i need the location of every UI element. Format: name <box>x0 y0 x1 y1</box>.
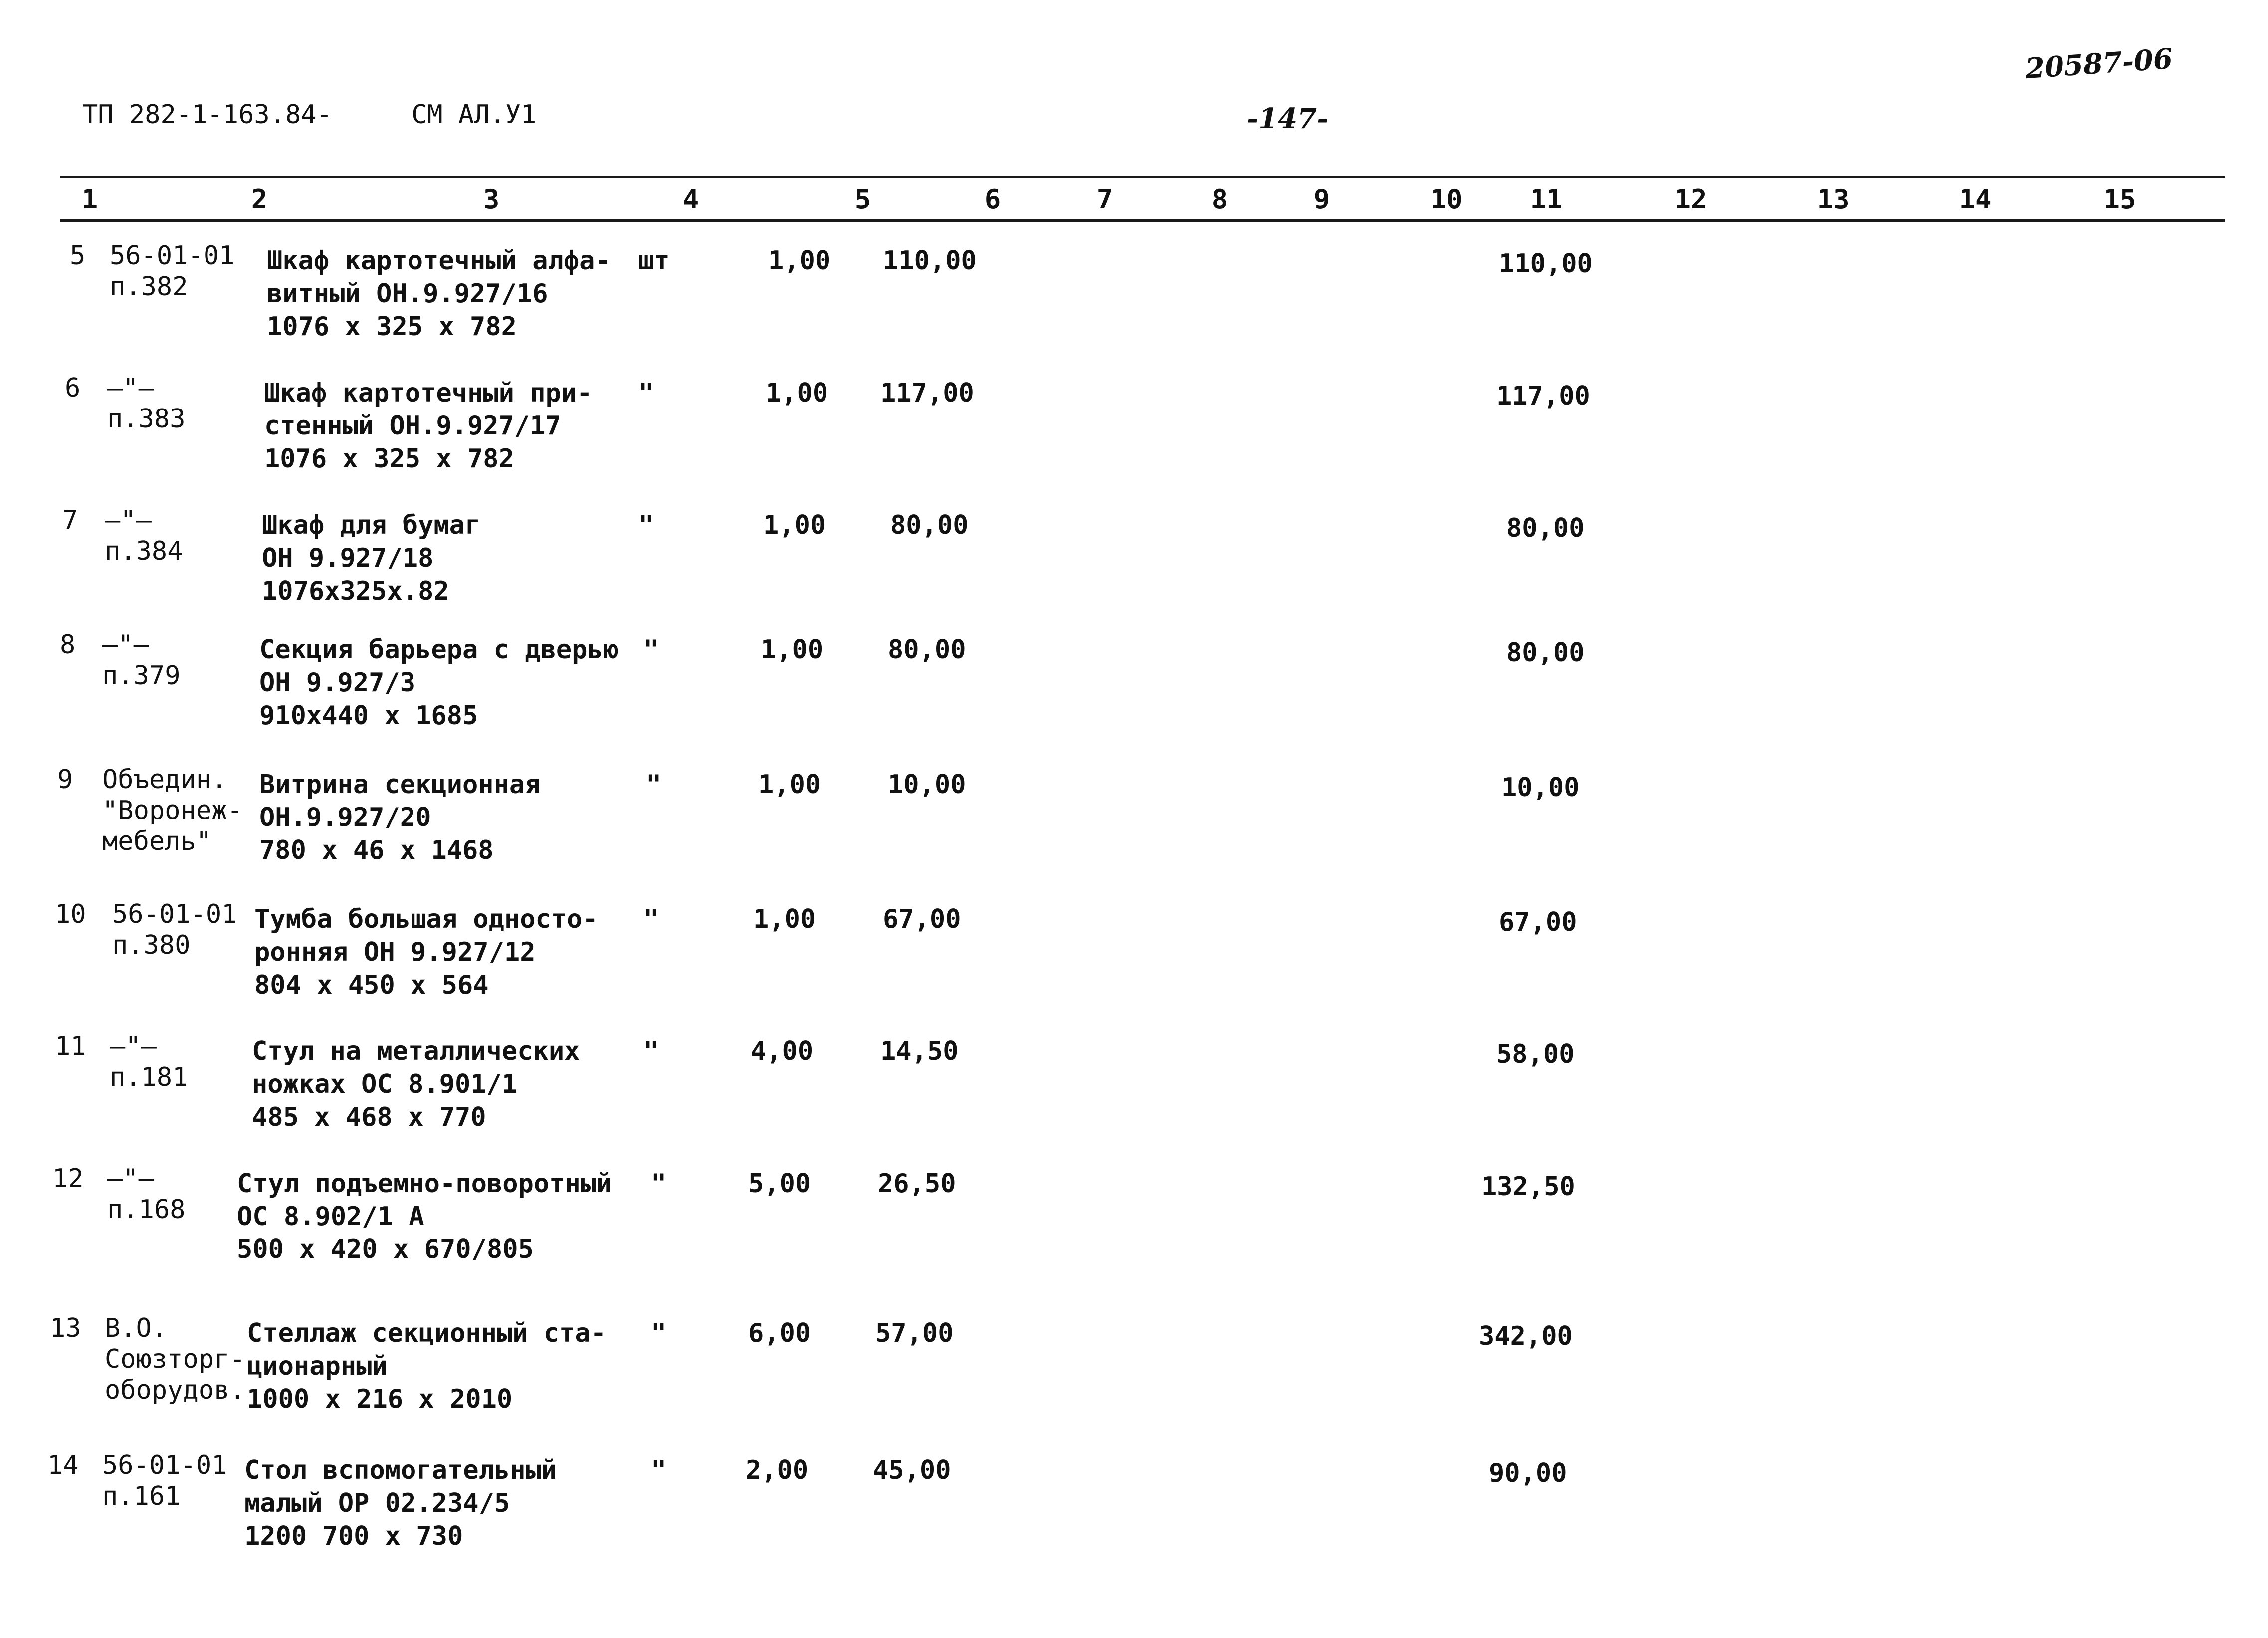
total-cell: 80,00 <box>1506 513 1585 543</box>
reference-line: оборудов. <box>105 1375 245 1405</box>
column-number-7: 7 <box>1096 184 1113 215</box>
description-line: 1076x325x.82 <box>262 576 449 606</box>
description-line: 1000 x 216 x 2010 <box>247 1384 513 1414</box>
reference-line: Объедин. <box>102 765 227 795</box>
table-row <box>0 763 2268 893</box>
description-line: 804 x 450 x 564 <box>254 970 489 1000</box>
row-number: 7 <box>62 505 78 535</box>
description-line: 1076 x 325 x 782 <box>264 444 514 474</box>
total-cell: 10,00 <box>1501 773 1580 803</box>
reference-line: 56-01-01 <box>112 899 237 929</box>
column-number-14: 14 <box>1959 184 1992 215</box>
column-number-3: 3 <box>483 184 500 215</box>
description-line: стенный ОН.9.927/17 <box>264 411 561 441</box>
unit-price-cell: 80,00 <box>890 510 969 540</box>
table-row <box>0 1312 2268 1441</box>
quantity-cell: 4,00 <box>751 1036 814 1066</box>
unit-price-cell: 10,00 <box>888 770 966 800</box>
table-row <box>0 898 2268 1027</box>
unit-price-cell: 45,00 <box>873 1455 951 1485</box>
unit-cell: " <box>638 510 654 540</box>
unit-cell: " <box>643 635 659 665</box>
reference-line: —"— <box>102 630 149 660</box>
archive-stamp: 20587-06 <box>2024 42 2174 86</box>
unit-price-cell: 80,00 <box>888 635 966 665</box>
table-row <box>0 1030 2268 1160</box>
unit-cell: " <box>643 904 659 934</box>
description-line: 1200 700 x 730 <box>244 1521 463 1551</box>
description-line: Стул на металлических <box>252 1036 580 1066</box>
unit-price-cell: 14,50 <box>880 1036 959 1066</box>
column-number-2: 2 <box>251 184 268 215</box>
unit-cell: " <box>646 770 662 800</box>
column-number-12: 12 <box>1674 184 1707 215</box>
description-line: Стол вспомогательный <box>244 1455 557 1485</box>
reference-line: 56-01-01 <box>102 1450 227 1480</box>
quantity-cell: 1,00 <box>763 510 826 540</box>
table-row <box>0 628 2268 758</box>
reference-line: —"— <box>110 1031 157 1061</box>
column-number-11: 11 <box>1530 184 1563 215</box>
reference-line: 56-01-01 <box>110 241 235 271</box>
description-line: ОН.9.927/20 <box>259 803 431 832</box>
reference-line: мебель" <box>102 826 212 856</box>
reference-line: п.380 <box>112 930 191 960</box>
column-number-6: 6 <box>984 184 1001 215</box>
unit-price-cell: 57,00 <box>875 1318 954 1348</box>
reference-line: п.384 <box>105 536 183 566</box>
reference-line: "Воронеж- <box>102 796 243 825</box>
row-number: 6 <box>65 373 81 403</box>
row-number: 12 <box>52 1164 84 1194</box>
unit-price-cell: 26,50 <box>878 1169 956 1199</box>
row-number: 14 <box>47 1450 79 1480</box>
unit-cell: " <box>651 1169 667 1199</box>
description-line: Стеллаж секционный ста- <box>247 1318 607 1348</box>
quantity-cell: 1,00 <box>753 904 816 934</box>
reference-line: В.О. <box>105 1313 168 1343</box>
unit-price-cell: 67,00 <box>883 904 961 934</box>
total-cell: 67,00 <box>1499 907 1577 937</box>
total-cell: 58,00 <box>1496 1039 1575 1069</box>
description-line: 1076 x 325 x 782 <box>267 312 517 342</box>
total-cell: 132,50 <box>1481 1172 1575 1202</box>
table-row <box>0 372 2268 501</box>
column-number-9: 9 <box>1313 184 1330 215</box>
reference-line: п.382 <box>110 272 188 302</box>
description-line: Шкаф картотечный алфа- <box>267 246 611 276</box>
description-line: Шкаф картотечный при- <box>264 378 593 408</box>
description-line: ционарный <box>247 1351 388 1381</box>
reference-line: п.168 <box>107 1195 186 1225</box>
sheet-mark: СМ АЛ.У1 <box>412 100 537 130</box>
total-cell: 117,00 <box>1496 381 1590 411</box>
reference-line: п.379 <box>102 661 181 691</box>
description-line: Секция барьера с дверью <box>259 635 619 665</box>
description-line: Тумба большая односто- <box>254 904 598 934</box>
unit-cell: " <box>651 1318 667 1348</box>
reference-line: Союзторг- <box>105 1344 245 1374</box>
quantity-cell: 2,00 <box>746 1455 809 1485</box>
description-line: ОН 9.927/18 <box>262 543 434 573</box>
table-row <box>0 1449 2268 1579</box>
column-number-15: 15 <box>2103 184 2136 215</box>
description-line: ронняя ОН 9.927/12 <box>254 937 536 967</box>
row-number: 10 <box>55 899 86 929</box>
description-line: ОН 9.927/3 <box>259 668 416 698</box>
quantity-cell: 1,00 <box>758 770 821 800</box>
reference-line: п.181 <box>110 1062 188 1092</box>
row-number: 13 <box>50 1313 81 1343</box>
page-number: -147- <box>1247 102 1329 135</box>
description-line: 910x440 x 1685 <box>259 701 478 731</box>
description-line: 780 x 46 x 1468 <box>259 835 494 865</box>
unit-cell: " <box>638 378 654 408</box>
description-line: 485 x 468 x 770 <box>252 1102 486 1132</box>
quantity-cell: 5,00 <box>748 1169 811 1199</box>
document-code: ТП 282-1-163.84- <box>82 100 332 130</box>
description-line: ножках ОС 8.901/1 <box>252 1069 518 1099</box>
column-number-13: 13 <box>1817 184 1850 215</box>
description-line: Шкаф для бумаг <box>262 510 481 540</box>
total-cell: 342,00 <box>1479 1321 1573 1351</box>
description-line: ОС 8.902/1 А <box>237 1202 424 1231</box>
description-line: витный ОН.9.927/16 <box>267 279 548 309</box>
column-number-8: 8 <box>1211 184 1228 215</box>
column-number-1: 1 <box>81 184 98 215</box>
column-number-4: 4 <box>682 184 699 215</box>
quantity-cell: 6,00 <box>748 1318 811 1348</box>
total-cell: 80,00 <box>1506 638 1585 668</box>
table-row <box>0 1162 2268 1292</box>
table-header-rule <box>60 219 2225 222</box>
table-row <box>0 239 2268 369</box>
unit-cell: шт <box>638 246 670 276</box>
total-cell: 110,00 <box>1499 249 1593 279</box>
row-number: 11 <box>55 1031 86 1061</box>
quantity-cell: 1,00 <box>761 635 824 665</box>
unit-cell: " <box>643 1036 659 1066</box>
column-number-10: 10 <box>1430 184 1463 215</box>
quantity-cell: 1,00 <box>766 378 828 408</box>
column-number-5: 5 <box>854 184 871 215</box>
reference-line: —"— <box>107 1164 154 1194</box>
row-number: 9 <box>57 765 73 795</box>
total-cell: 90,00 <box>1489 1458 1567 1488</box>
table-row <box>0 504 2268 633</box>
description-line: малый ОР 02.234/5 <box>244 1488 510 1518</box>
table-top-rule <box>60 176 2225 178</box>
reference-line: п.383 <box>107 404 186 434</box>
row-number: 5 <box>70 241 86 271</box>
reference-line: —"— <box>107 373 154 403</box>
unit-price-cell: 117,00 <box>880 378 974 408</box>
unit-cell: " <box>651 1455 667 1485</box>
reference-line: п.161 <box>102 1481 181 1511</box>
description-line: Стул подъемно-поворотный <box>237 1169 612 1199</box>
description-line: 500 x 420 x 670/805 <box>237 1234 534 1264</box>
unit-price-cell: 110,00 <box>883 246 977 276</box>
reference-line: —"— <box>105 505 152 535</box>
description-line: Витрина секционная <box>259 770 541 800</box>
quantity-cell: 1,00 <box>768 246 831 276</box>
row-number: 8 <box>60 630 76 660</box>
